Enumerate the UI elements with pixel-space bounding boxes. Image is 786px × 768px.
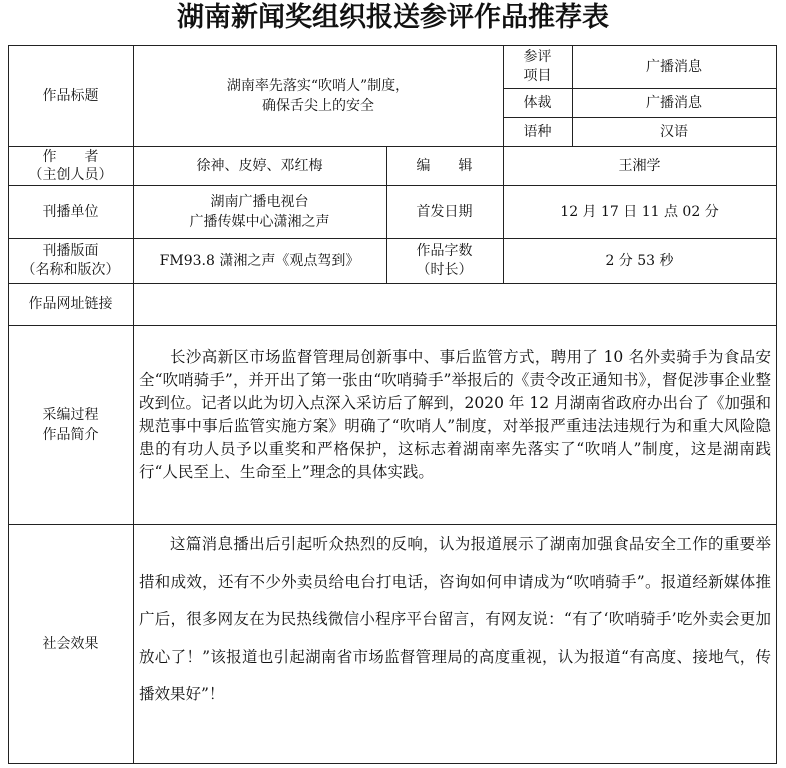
editor-value: 王湘学 [618, 157, 661, 174]
length-label: 作品字数 （时长） [416, 242, 473, 278]
link-label: 作品网址链接 [28, 296, 113, 312]
first-date-value: 12 月 17 日 11 点 02 分 [560, 203, 719, 220]
language-value: 汉语 [660, 123, 688, 140]
social-effect-label: 社会效果 [42, 635, 99, 652]
publisher-value: 湖南广播电视台 广播传媒中心潇湘之声 [189, 193, 330, 230]
edition-value: FM93.8 潇湘之声《观点驾到》 [159, 252, 360, 269]
table-border-right [776, 45, 777, 764]
length-value: 2 分 53 秒 [605, 252, 674, 269]
authors-label: 作 者 （主创人员） [28, 148, 113, 183]
work-title-label: 作品标题 [42, 87, 99, 104]
page-title: 湖南新闻奖组织报送参评作品推荐表 [177, 2, 609, 33]
table-border-bottom [8, 763, 777, 764]
editor-label: 编 辑 [416, 157, 473, 174]
publisher-label: 刊播单位 [42, 203, 99, 220]
process-summary: 长沙高新区市场监督管理局创新事中、事后监管方式，聘用了 10 名外卖骑手为食品安全“吹哨骑手”，并开出了第一张由“吹哨骑手”举报后的《责令改正通知书》，督促涉事企业整改到位。记者以此为切入点深入采访后了解到，2020 年 12 月湖南省政府办出台了《加强和规范事中事后监管实施方案》明确了“吹哨人”制度，对举报严重违法违规行为和重大风险隐患的有功人员予以重奖和严格保护，这标志着湖南率先落实了“吹哨人”制度，这是湖南践行“人民至上、生命至上”理念的具体实践。 [139, 348, 771, 481]
link-value [133, 283, 776, 325]
category-label: 参评 项目 [523, 48, 552, 84]
work-title-value: 湖南率先落实“吹哨人”制度， 确保舌尖上的安全 [226, 77, 410, 114]
authors-value: 徐神、皮婷、邓红梅 [196, 157, 323, 174]
genre-value: 广播消息 [646, 94, 702, 111]
genre-label: 体裁 [523, 94, 552, 111]
edition-label: 刊播版面 （名称和版次） [21, 242, 120, 278]
first-date-label: 首发日期 [416, 203, 473, 220]
category-value: 广播消息 [646, 58, 702, 75]
language-label: 语种 [523, 123, 552, 140]
process-label: 采编过程 作品简介 [42, 406, 99, 443]
social-effect-text: 这篇消息播出后引起听众热烈的反响，认为报道展示了湖南加强食品安全工作的重要举措和成效，还有不少外卖员给电台打电话，咨询如何申请成为“吹哨骑手”。报道经新媒体推广后，很多网友在为民热线微信小程序平台留言，有网友说：“有了‘吹哨骑手’吃外卖会更加放心了！”该报道也引起湖南省市场监督管理局的高度重视，认为报道“有高度、接地气，传播效果好”！ [139, 535, 771, 703]
